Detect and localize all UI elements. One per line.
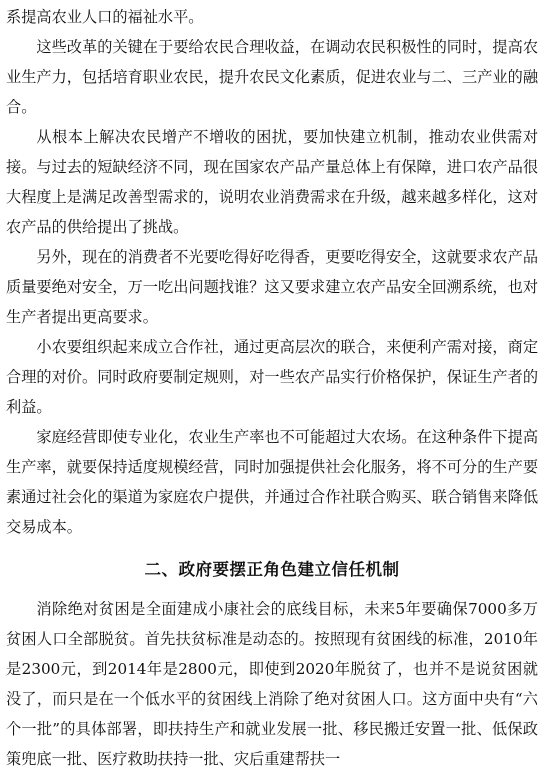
paragraph: 小农要组织起来成立合作社，通过更高层次的联合，来便利产需对接，商定合理的对价。同时政府要制定规则，对一些农产品实行价格保护，保证生产者的利益。 [6, 338, 538, 416]
paragraph: 从根本上解决农民增产不增收的困扰，要加快建立机制，推动农业供需对接。与过去的短缺经济不同，现在国家农产品产量总体上有保障，进口农产品很大程度上是满足改善型需求的，说明农业消费需求在升级，越来越多样化，这对农产品的供给提出了挑战。 [6, 128, 538, 236]
paragraph: 家庭经营即使专业化，农业生产率也不可能超过大农场。在这种条件下提高生产率，就要保持适度规模经营，同时加强提供社会化服务，将不可分的生产要素通过社会化的渠道为家庭农户提供，并通过合作社联合购买、联合销售来降低交易成本。 [6, 428, 538, 536]
document-page [6, 0, 538, 774]
paragraph-continuation: 系提高农业人口的福祉水平。 [6, 8, 204, 26]
paragraph: 这些改革的关键在于要给农民合理收益，在调动农民积极性的同时，提高农业生产力，包括培育职业农民，提升农民文化素质，促进农业与二、三产业的融合。 [6, 38, 538, 116]
paragraph: 消除绝对贫困是全面建成小康社会的底线目标，未来5年要确保7000多万贫困人口全部脱贫。首先扶贫标准是动态的。按照现有贫困线的标准，2010年是2300元，到2014年是2800元，即使到2020年脱贫了，也并不是说贫困就没了，而只是在一个低水平的贫困线上消除了绝对贫困人口。这方面中央有“六个一批”的具体部署，即扶持生产和就业发展一批、移民搬迁安置一批、低保政策兜底一批、医疗救助扶持一批、灾后重建帮扶一 [6, 600, 538, 768]
section-heading: 二、政府要摆正角色建立信任机制 [144, 560, 400, 579]
paragraph: 另外，现在的消费者不光要吃得好吃得香，更要吃得安全，这就要求农产品质量要绝对安全，万一吃出问题找谁？这又要求建立农产品安全回溯系统，也对生产者提出更高要求。 [6, 248, 538, 326]
